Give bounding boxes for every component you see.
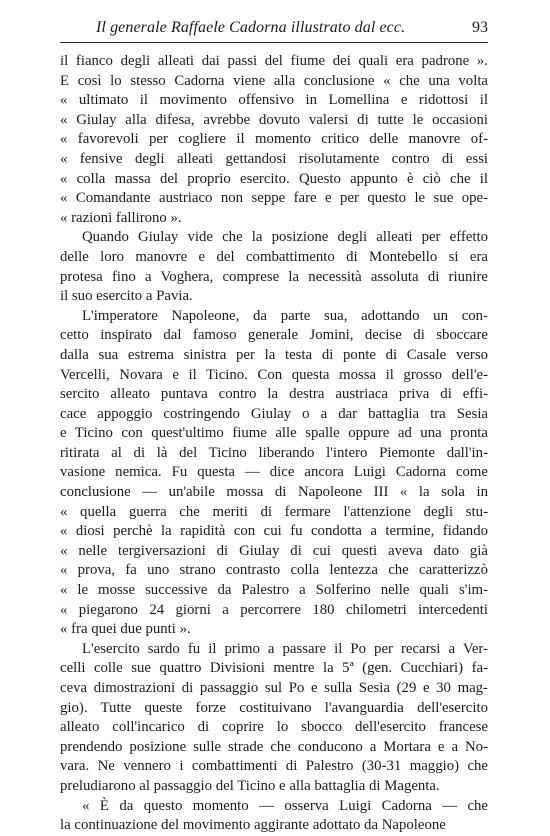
text-line: « ultimato il movimento offensivo in Lomellina e ridottosi il	[60, 92, 488, 109]
text-line: delle loro manovre e del combattimento di Montebello si era	[60, 248, 488, 265]
body-text	[60, 52, 488, 836]
text-line: « Giulay alla difesa, avrebbe dovuto valersi di tutte le occasioni	[60, 111, 488, 128]
page-number: 93	[472, 19, 488, 36]
text-line: dalla sua estrema sinistra per la testa di ponte di Casale verso	[60, 346, 488, 363]
text-line: « prova, fa uno strano contrasto colla lentezza che caratterizzò	[60, 562, 488, 579]
text-line: « fra quei due punti ».	[60, 621, 191, 638]
text-line: il fianco degli alleati dai passi del fiume dei quali era padrone ».	[60, 53, 488, 69]
text-line: cetto inspirato dal famoso generale Jomini, decise di sboccare	[60, 327, 488, 344]
paragraph	[60, 797, 488, 836]
paragraph	[60, 640, 488, 797]
text-line: alleato coll'incarico di coprire lo sbocco dell'esercito francese	[60, 719, 488, 736]
text-line: « nelle tergiversazioni di Giulay di cui questi aveva dato già	[60, 542, 488, 559]
paragraph	[60, 228, 488, 306]
text-line: « È da questo momento — osserva Luigi Cadorna — che	[82, 797, 488, 814]
text-line: ceva dimostrazioni di passaggio sul Po e sulla Sesia (29 e 30 mag-	[60, 680, 488, 696]
text-line: la continuazione del movimento aggirante adottato da Napoleone	[60, 817, 446, 834]
text-line: prendendo posizione sulle strade che conducono a Mortara e a No-	[60, 738, 488, 755]
book-page	[60, 18, 488, 836]
text-line: cace appoggio costringendo Giulay o a dar battaglia tra Sesia	[60, 405, 488, 422]
text-line: Vercelli, Novara e il Ticino. Con questa mossa il grosso dell'e-	[60, 366, 488, 383]
text-line: L'imperatore Napoleone, da parte sua, adottando un con-	[82, 307, 488, 324]
text-line: conclusione — un'abile mossa di Napoleone III « la sola in	[60, 484, 488, 501]
text-line: gio). Tutte queste forze costituivano l'avanguardia dell'esercito	[60, 699, 488, 716]
text-line: « quella guerra che meriti di fermare l'attenzione degli stu-	[60, 503, 488, 520]
text-line: protesa fino a Voghera, comprese la necessità assoluta di riunire	[60, 268, 488, 285]
text-line: « piegarono 24 giorni a percorrere 180 chilometri intercedenti	[60, 601, 488, 618]
text-line: vara. Ne vennero i combattimenti di Palestro (30-31 maggio) che	[60, 758, 488, 775]
text-line: « Comandante austriaco non seppe fare e per questo le sue ope-	[60, 190, 488, 207]
text-line: sercito alleato puntava contro la destra austriaca priva di effi-	[60, 386, 488, 403]
paragraph	[60, 307, 488, 640]
text-line: vasione nemica. Fu questa — dice ancora Luigi Cadorna come	[60, 464, 488, 481]
text-line: « le mosse successive da Palestro a Solferino nelle quali s'im-	[60, 582, 488, 599]
text-line: preludiarono al passaggio del Ticino e alla battaglia di Magenta.	[60, 777, 440, 794]
text-line: celli colle sue quattro Divisioni mentre la 5ª (gen. Cucchiari) fa-	[60, 660, 488, 677]
text-line: « colla massa del proprio esercito. Questo appunto è ciò che il	[60, 170, 488, 187]
running-title: Il generale Raffaele Cadorna illustrato dal ecc.	[96, 19, 406, 36]
text-line: « favorevoli per cogliere il momento critico delle manovre of-	[60, 131, 488, 148]
text-line: il suo esercito a Pavia.	[60, 288, 193, 305]
text-line: « diosi perchè la rapidità con cui fu condotta a termine, fidando	[60, 523, 488, 540]
paragraph	[60, 52, 488, 228]
text-line: « razioni fallirono ».	[60, 209, 182, 226]
text-line: Quando Giulay vide che la posizione degli alleati per effetto	[82, 229, 488, 246]
text-line: « fensive degli alleati gettandosi risolutamente contro di essi	[60, 150, 488, 167]
text-line: E così lo stesso Cadorna viene alla conclusione « che una volta	[60, 72, 488, 89]
text-line: ritirata al di là del Ticino liberando l'intero Piemonte dall'in-	[60, 444, 488, 461]
running-head	[60, 18, 488, 43]
text-line: L'esercito sardo fu il primo a passare il Po per recarsi a Ver-	[82, 640, 488, 657]
text-line: e Ticino con quest'ultimo fiume alle spalle oppure ad una pronta	[60, 425, 488, 442]
